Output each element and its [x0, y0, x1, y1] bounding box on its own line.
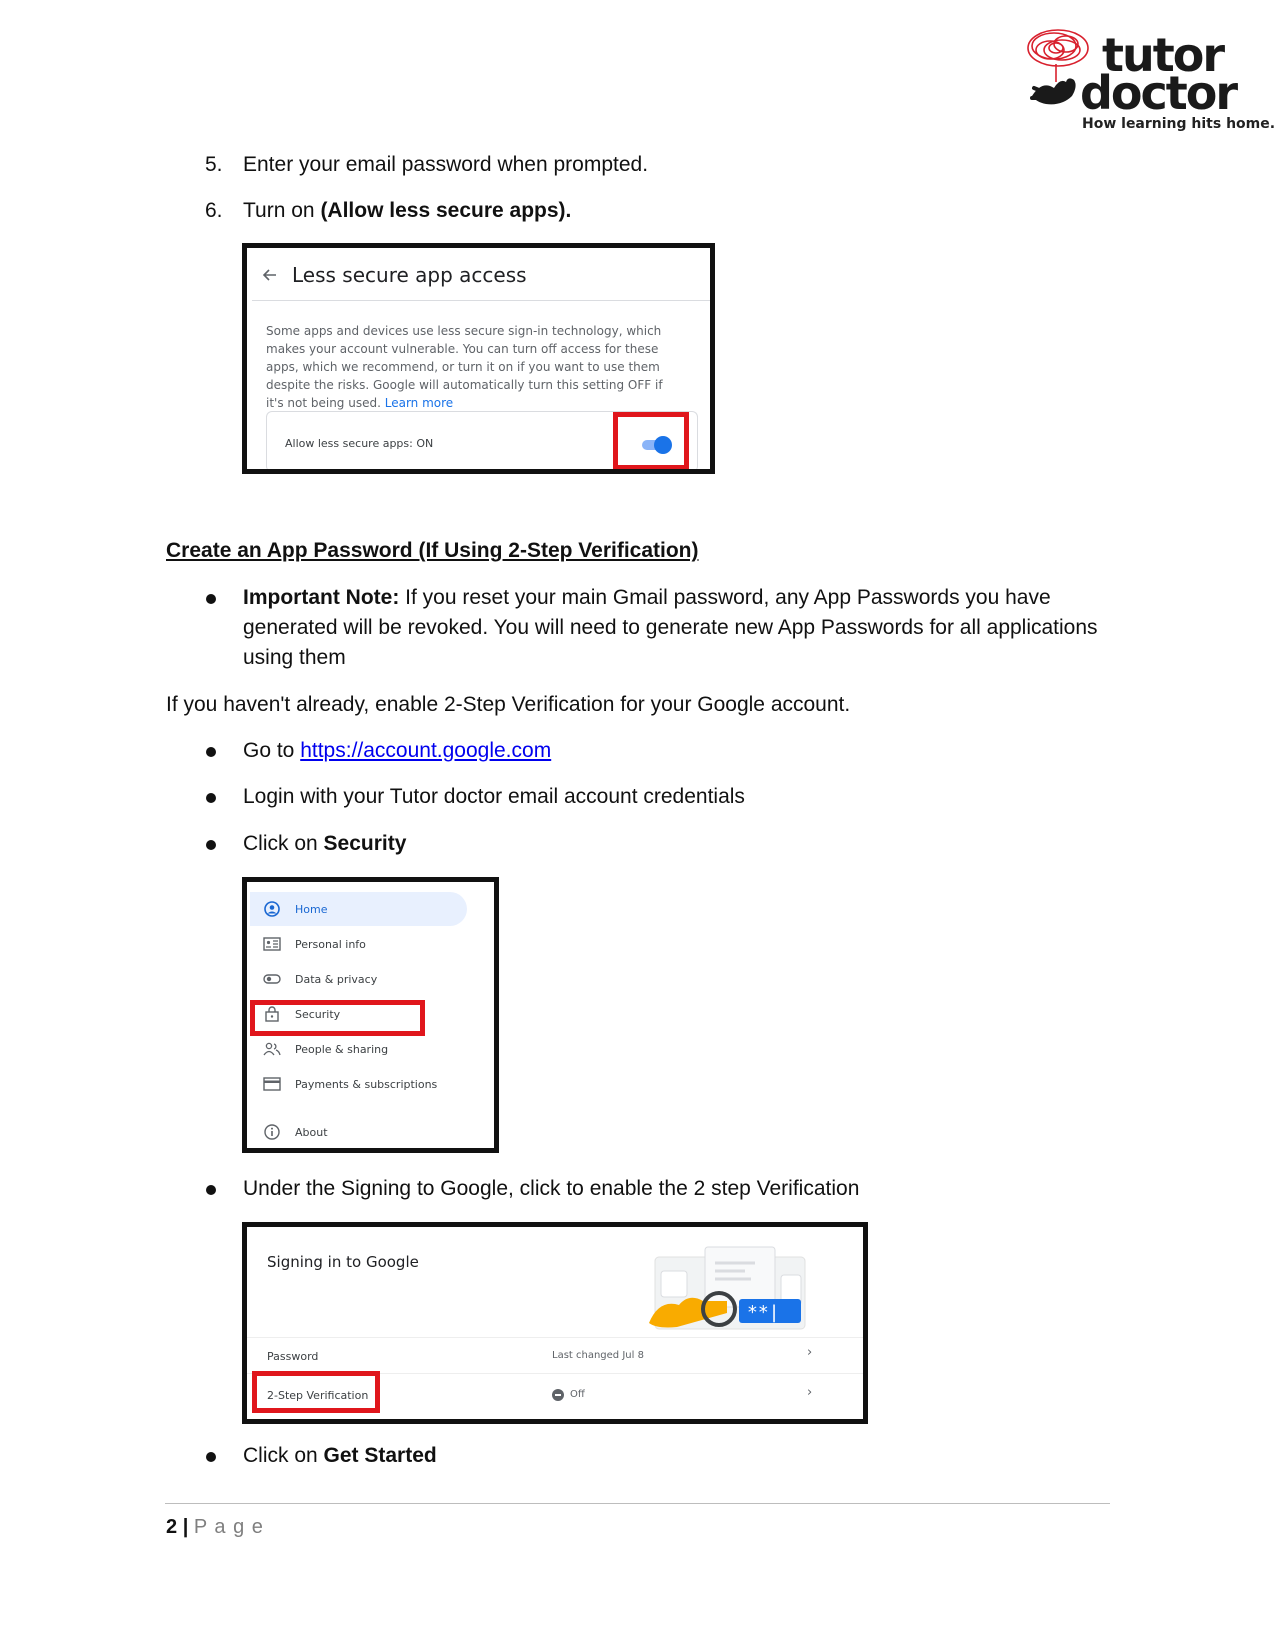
learn-more-link[interactable]: Learn more	[384, 396, 454, 410]
step-text	[243, 196, 571, 226]
step-number: 5.	[205, 153, 223, 176]
step-text: Enter your email password when prompted.	[243, 153, 649, 176]
id-card-icon	[263, 935, 281, 953]
bullet	[206, 1452, 216, 1462]
credit-card-icon	[263, 1075, 281, 1093]
note-line	[243, 583, 1051, 613]
people-icon	[263, 1040, 281, 1058]
logo-tagline: How learning hits home.	[1082, 116, 1275, 132]
click-bold: Security	[323, 832, 407, 855]
click-bold: Get Started	[323, 1444, 437, 1467]
signing-item: Under the Signing to Google, click to enable the 2 step Verification	[243, 1177, 860, 1200]
nav-item-label: Personal info	[295, 937, 366, 951]
nav-item-payments[interactable]	[247, 1067, 467, 1101]
nav-item-home[interactable]	[247, 892, 467, 926]
note-text: If you reset your main Gmail password, any App Passwords you have	[399, 586, 1051, 609]
two-step-label[interactable]: 2-Step Verification	[267, 1389, 369, 1402]
nav-item-label: Home	[295, 902, 328, 916]
toggle-icon	[263, 970, 281, 988]
click-prefix: Click on	[243, 1444, 324, 1467]
description-text: Some apps and devices use less secure sign-in technology, which makes your account vulnerable. You can turn off access for these apps, which we recommend, or turn it on if you want to use them despite the risks. Google will automatically turn this setting OFF if it's not being used.	[266, 324, 663, 410]
nav-item-people-sharing[interactable]	[247, 1032, 467, 1066]
nav-item-personal-info[interactable]	[247, 927, 467, 961]
nav-item-label: Security	[295, 1007, 341, 1021]
login-item: Login with your Tutor doctor email account credentials	[243, 785, 745, 808]
less-secure-app-screenshot	[242, 243, 715, 474]
step-number: 6.	[205, 199, 223, 222]
click-prefix: Click on	[243, 832, 324, 855]
nav-item-data-privacy[interactable]	[247, 962, 467, 996]
page-number: 2	[166, 1516, 178, 1538]
highlight-box	[252, 1371, 380, 1413]
goto-prefix: Go to	[243, 739, 301, 762]
bullet	[206, 793, 216, 803]
nav-item-label: People & sharing	[295, 1042, 389, 1056]
note-label: Important Note:	[243, 586, 400, 609]
signing-in-screenshot	[242, 1222, 868, 1424]
page-footer: 2 | P a g e	[166, 1516, 264, 1538]
bullet	[206, 594, 216, 604]
logo-word-tutor: tutor	[1102, 28, 1224, 82]
bullet	[206, 840, 216, 850]
bullet	[206, 1185, 216, 1195]
intro-text: If you haven't already, enable 2-Step Verification for your Google account.	[166, 693, 851, 716]
screenshot-title: Signing in to Google	[267, 1253, 419, 1271]
step-text-prefix: Turn on	[243, 199, 321, 222]
nav-item-label: Data & privacy	[295, 972, 378, 986]
account-menu-screenshot	[242, 877, 499, 1153]
note-line: using them	[243, 646, 346, 669]
chevron-right-icon[interactable]: ›	[807, 1345, 813, 1360]
security-illustration-icon	[635, 1241, 825, 1339]
toggle-label: Allow less secure apps: ON	[285, 437, 434, 450]
two-step-status: Off	[570, 1389, 585, 1400]
google-account-link[interactable]: https://account.google.com	[300, 739, 552, 762]
page-word: P a g e	[193, 1516, 264, 1538]
highlight-box	[250, 1000, 425, 1036]
nav-item-label: About	[295, 1125, 328, 1139]
divider	[252, 300, 712, 301]
info-icon	[263, 1123, 281, 1141]
footer-divider	[165, 1503, 1110, 1504]
step-text-bold: (Allow less secure apps).	[320, 199, 572, 222]
screenshot-description	[266, 322, 676, 412]
off-status-icon-dash	[555, 1394, 561, 1396]
nav-item-label: Payments & subscriptions	[295, 1077, 438, 1091]
password-last-changed: Last changed Jul 8	[552, 1350, 644, 1361]
password-label: Password	[267, 1350, 319, 1363]
account-circle-icon	[263, 900, 281, 918]
chevron-right-icon[interactable]: ›	[807, 1385, 813, 1400]
svg-text:**|: **|	[747, 1302, 780, 1323]
note-line: generated will be revoked. You will need to generate new App Passwords for all applications	[243, 616, 1098, 639]
goto-item	[243, 736, 551, 766]
nav-item-about[interactable]	[247, 1115, 467, 1149]
screenshot-title: Less secure app access	[292, 263, 527, 287]
bullet	[206, 747, 216, 757]
divider	[247, 1337, 868, 1338]
logo-word-doctor: doctor	[1080, 66, 1237, 120]
get-started-item	[243, 1441, 437, 1471]
back-arrow-icon[interactable]	[261, 266, 279, 284]
section-heading: Create an App Password (If Using 2-Step Verification)	[166, 539, 699, 562]
tutor-doctor-logo	[1020, 26, 1275, 136]
highlight-box	[613, 412, 689, 470]
click-security-item	[243, 829, 406, 859]
